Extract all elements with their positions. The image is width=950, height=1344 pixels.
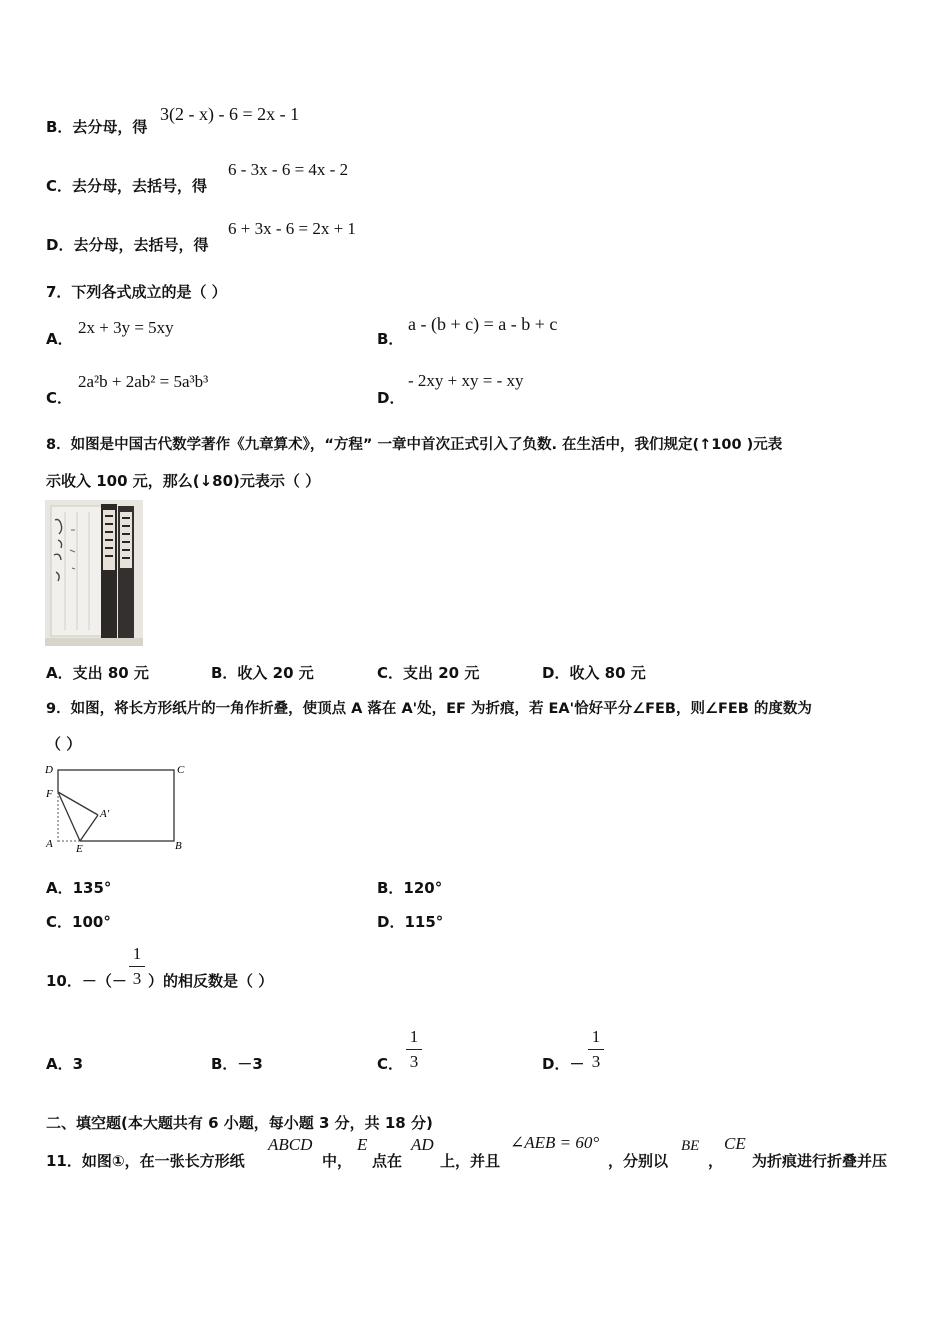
q11-math-be: BE — [681, 1138, 700, 1154]
q8-stem-line2: 示收入 100 元，那么(↓80)元表示（ ） — [46, 472, 321, 490]
q9-stem-line1: 9．如图，将长方形纸片的一角作折叠，使顶点 A 落在 A'处，EF 为折痕，若 EA'恰好平分∠FEB，则∠FEB 的度数为 — [46, 701, 812, 717]
q9-option-c: C．100° — [46, 913, 111, 931]
point-label-a-prime: A' — [100, 808, 110, 820]
q10-option-d-den: 3 — [591, 1052, 601, 1071]
q9-option-d: D．115° — [377, 913, 444, 931]
segment-fa-prime — [58, 792, 98, 815]
q11-text-7: 为折痕进行折叠并压 — [752, 1152, 888, 1170]
q10-option-a: A．3 — [46, 1055, 84, 1073]
q11-text-2: 中， — [322, 1152, 353, 1170]
q7-option-d-label: D． — [377, 389, 405, 407]
q7-option-b-expr: a - (b + c) = a - b + c — [408, 314, 558, 334]
q10-option-c-label: C． — [377, 1055, 404, 1073]
q11-text-3: 点在 — [372, 1152, 403, 1170]
q10-stem-fraction — [129, 944, 145, 989]
q9-folding-figure — [40, 760, 200, 856]
q8-option-a: A．支出 80 元 — [46, 664, 149, 682]
point-label-f: F — [46, 788, 53, 800]
q7-option-d-expr: - 2xy + xy = - xy — [408, 371, 524, 390]
jiuzhang-suanshu-book-image — [45, 500, 143, 646]
q10-option-b: B．－3 — [211, 1055, 263, 1073]
q6-option-c-label: C．去分母，去括号，得 — [46, 177, 208, 195]
q10-stem-prefix: 10．－（－ — [46, 972, 127, 990]
q9-option-a: A．135° — [46, 879, 112, 897]
q7-option-c-label: C． — [46, 389, 73, 407]
section-2-title: 二、填空题(本大题共有 6 小题，每小题 3 分，共 18 分) — [46, 1114, 433, 1132]
q8-option-c: C．支出 20 元 — [377, 664, 480, 682]
q11-math-abcd: ABCD — [268, 1135, 313, 1154]
q10-option-d-num: 1 — [591, 1027, 601, 1046]
q9-option-b: B．120° — [377, 879, 443, 897]
segment-ea-prime — [80, 815, 98, 841]
q11-math-ad: AD — [411, 1135, 434, 1154]
q8-stem-line1: 8．如图是中国古代数学著作《九章算术》，“方程” 一章中首次正式引入了负数. 在生活中，我们规定(↑100 )元表 — [46, 437, 783, 453]
q7-option-a-expr: 2x + 3y = 5xy — [78, 318, 174, 337]
q11-math-angle: ∠AEB = 60° — [510, 1133, 600, 1152]
q7-option-a-label: A． — [46, 330, 73, 348]
q10-stem-frac-num: 1 — [132, 944, 142, 963]
point-label-c: C — [177, 764, 185, 776]
q6-option-d-expr: 6 + 3x - 6 = 2x + 1 — [228, 219, 356, 238]
q7-option-b-label: B． — [377, 330, 404, 348]
q10-option-c-den: 3 — [409, 1052, 419, 1071]
point-label-b: B — [175, 840, 182, 852]
q10-option-d-label: D．－ — [542, 1055, 585, 1073]
point-label-a: A — [46, 838, 53, 850]
q11-text-1: 11．如图①，在一张长方形纸 — [46, 1152, 245, 1170]
q10-stem-suffix: ）的相反数是（ ） — [148, 972, 274, 990]
q11-text-6: ， — [708, 1152, 724, 1170]
q7-stem: 7．下列各式成立的是（ ） — [46, 283, 227, 301]
q11-text-4: 上，并且 — [440, 1152, 501, 1170]
q10-stem-frac-den: 3 — [132, 969, 142, 988]
q8-option-d: D．收入 80 元 — [542, 664, 646, 682]
q10-option-c-fraction — [406, 1027, 422, 1072]
point-label-e: E — [76, 843, 83, 855]
point-label-d: D — [45, 764, 53, 776]
q9-stem-line2: （ ） — [46, 735, 82, 753]
q11-text-5: ，分别以 — [608, 1152, 669, 1170]
q6-option-c-expr: 6 - 3x - 6 = 4x - 2 — [228, 160, 349, 179]
crease-ef — [58, 792, 80, 841]
q11-math-e: E — [357, 1135, 368, 1154]
q10-option-d-fraction — [588, 1027, 604, 1072]
q6-option-b-label: B．去分母，得 — [46, 118, 148, 136]
q6-option-b-expr: 3(2 - x) - 6 = 2x - 1 — [160, 104, 300, 124]
q10-option-c-num: 1 — [409, 1027, 419, 1046]
q7-option-c-expr: 2a²b + 2ab² = 5a³b³ — [78, 372, 209, 391]
book-photo-graphic — [45, 500, 143, 646]
q11-math-ce: CE — [724, 1134, 746, 1153]
q8-option-b: B．收入 20 元 — [211, 664, 314, 682]
q6-option-d-label: D．去分母，去括号，得 — [46, 236, 209, 254]
